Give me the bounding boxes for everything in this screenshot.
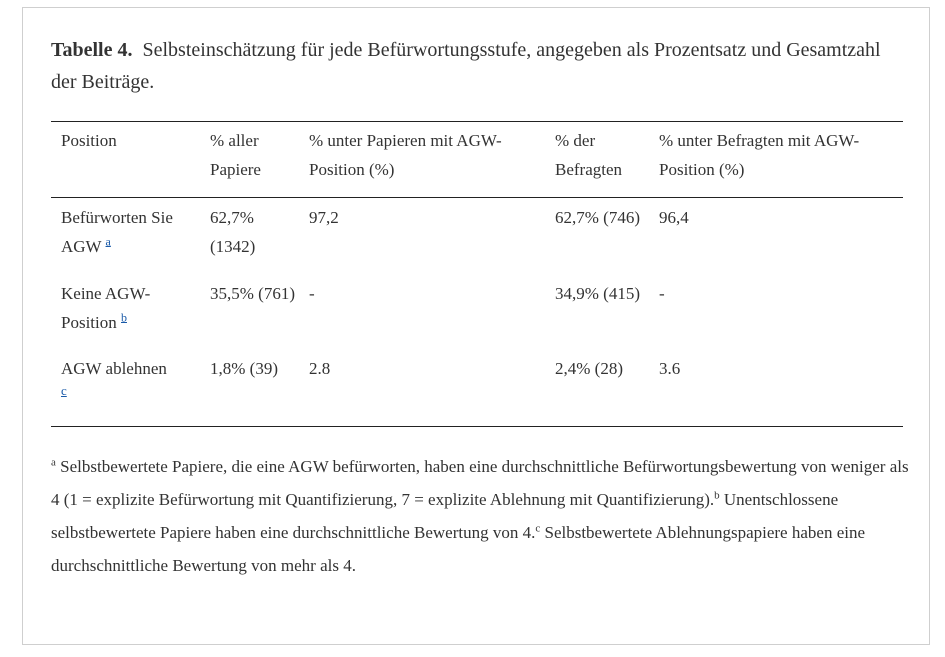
table-cell: 62,7% (1342) bbox=[210, 208, 256, 256]
row-label: Keine AGW-Position bbox=[61, 284, 151, 332]
table-footnotes bbox=[51, 450, 911, 582]
table-cell: 3.6 bbox=[659, 359, 681, 378]
footnote-mark-b: b bbox=[714, 489, 720, 502]
footnote-a-text: Selbstbewertete Papiere, die eine AGW befürworten, haben eine durchschnittliche Befürwortungsbewertung von weniger als 4 (1 = explizite Befürwortung mit Quantifizierung, 7 = explizite Ablehnung mit Quantifizierung). bbox=[51, 457, 909, 509]
table-caption-text: Selbsteinschätzung für jede Befürwortungsstufe, angegeben als Prozentsatz und Gesamtzahl der Beiträge. bbox=[51, 39, 881, 93]
row-label: AGW ablehnen bbox=[61, 359, 167, 378]
table-cell: 96,4 bbox=[659, 208, 689, 227]
column-header-pct-respondents-agw: % unter Befragten mit AGW-Position (%) bbox=[659, 131, 860, 179]
footnote-link-b[interactable]: b bbox=[121, 310, 127, 325]
column-header-pct-papers-agw: % unter Papieren mit AGW-Position (%) bbox=[309, 131, 502, 179]
table-row-no-position bbox=[61, 279, 201, 337]
table-bottom-rule bbox=[51, 426, 903, 427]
table-cell: 34,9% (415) bbox=[555, 284, 640, 303]
table-cell: 97,2 bbox=[309, 208, 339, 227]
table-cell: 35,5% (761) bbox=[210, 284, 295, 303]
table-header-rule bbox=[51, 197, 903, 198]
footnote-mark-c: c bbox=[535, 522, 541, 535]
footnote-b-text: Unentschlossene selbstbewertete Papiere haben eine durchschnittliche Bewertung von 4. bbox=[51, 490, 839, 542]
table-cell: - bbox=[659, 284, 665, 303]
table-cell: 1,8% (39) bbox=[210, 359, 278, 378]
column-header-pct-all-papers: % aller Papiere bbox=[210, 131, 261, 179]
footnote-link-c[interactable]: c bbox=[61, 383, 67, 398]
row-label: Befürworten Sie AGW bbox=[61, 208, 173, 256]
table-top-rule bbox=[51, 121, 903, 122]
column-header-position: Position bbox=[61, 131, 117, 150]
table-panel bbox=[22, 7, 930, 645]
footnote-c-text: Selbstbewertete Ablehnungspapiere haben eine durchschnittliche Bewertung von mehr als 4. bbox=[51, 523, 866, 575]
table-cell: 2,4% (28) bbox=[555, 359, 623, 378]
column-header-pct-respondents: % der Befragten bbox=[555, 131, 623, 179]
table-caption bbox=[51, 34, 901, 98]
table-cell: 62,7% (746) bbox=[555, 208, 640, 227]
footnote-link-a[interactable]: a bbox=[105, 234, 111, 249]
table-row-endorse-position bbox=[61, 203, 201, 261]
table-cell: - bbox=[309, 284, 315, 303]
table-cell: 2.8 bbox=[309, 359, 331, 378]
footnote-mark-a: a bbox=[51, 456, 56, 469]
table-caption-label: Tabelle 4. bbox=[51, 39, 133, 61]
table-row-reject-position bbox=[61, 354, 201, 399]
